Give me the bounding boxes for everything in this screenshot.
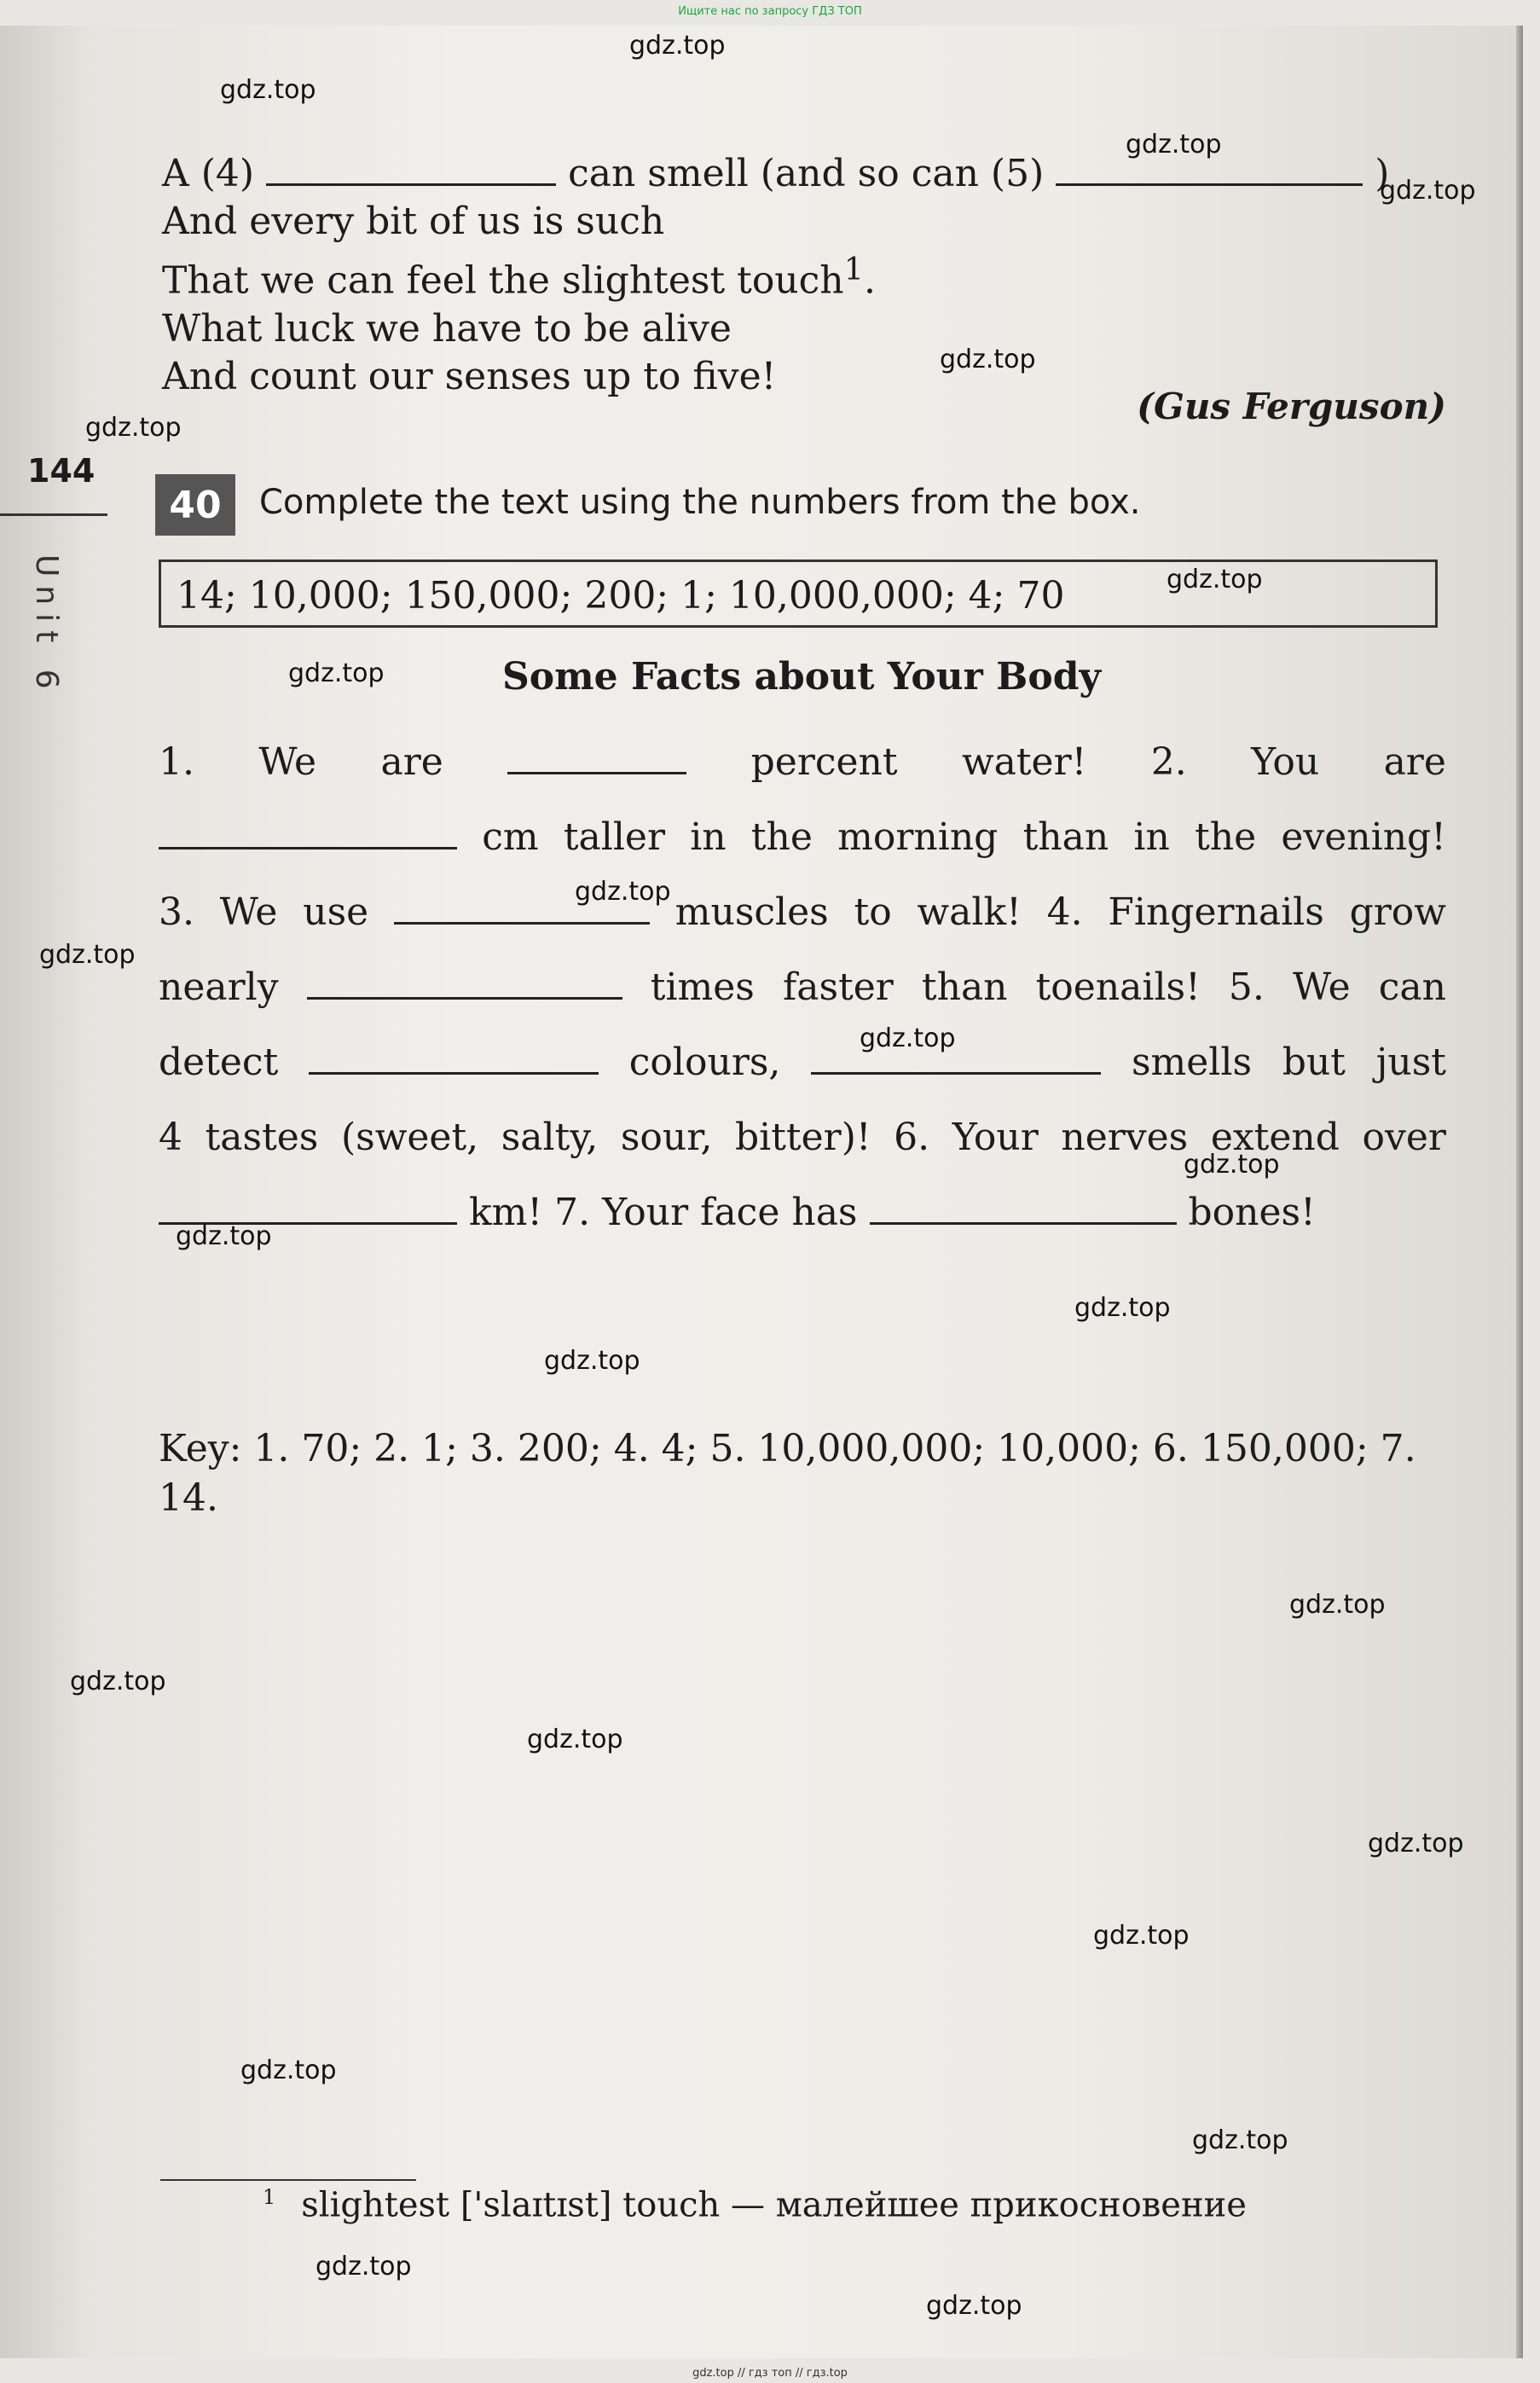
watermark: gdz.top xyxy=(527,1725,623,1754)
watermark: gdz.top xyxy=(70,1667,166,1696)
unit-label: Unit 6 xyxy=(29,554,64,698)
page-edge xyxy=(1516,26,1523,2358)
poem-line-1 xyxy=(162,150,1450,198)
fact-word: salty, xyxy=(501,1116,599,1159)
watermark: gdz.top xyxy=(240,2055,337,2085)
watermark: gdz.top xyxy=(1184,1150,1280,1180)
watermark: gdz.top xyxy=(85,413,182,443)
exercise-number: 40 xyxy=(155,474,235,536)
fact-word: nerves xyxy=(1061,1116,1189,1159)
fact-word: morning xyxy=(837,815,999,859)
fact-word: km! xyxy=(469,1191,543,1234)
poem-line-3-end: . xyxy=(863,258,876,303)
fact-line-3 xyxy=(159,875,1446,950)
answer-blank[interactable] xyxy=(811,1047,1101,1075)
fact-word: tastes xyxy=(205,1116,319,1159)
fact-word: grow xyxy=(1349,890,1446,934)
fact-word: detect xyxy=(159,1041,279,1084)
fact-word: We xyxy=(1292,965,1351,1009)
fact-word: colours, xyxy=(628,1041,781,1084)
fact-word: faster xyxy=(782,965,894,1009)
fact-line-1 xyxy=(159,725,1446,800)
fact-line-4 xyxy=(159,950,1446,1025)
watermark: gdz.top xyxy=(1167,565,1263,594)
fact-word: has xyxy=(791,1191,858,1234)
watermark: gdz.top xyxy=(1368,1829,1464,1858)
watermark: gdz.top xyxy=(1126,130,1222,159)
poem-line-5: And count our senses up to five! xyxy=(162,354,777,398)
fact-word: than xyxy=(1022,815,1109,859)
fact-word: extend xyxy=(1210,1116,1340,1159)
watermark: gdz.top xyxy=(544,1346,640,1376)
fact-word: but xyxy=(1282,1041,1346,1084)
poem xyxy=(162,150,1450,401)
page-rule xyxy=(0,513,107,516)
fact-word: can xyxy=(1378,965,1446,1009)
fact-word: the xyxy=(1195,815,1257,859)
fact-word: We xyxy=(258,740,317,784)
fact-word: than xyxy=(921,965,1008,1009)
watermark: gdz.top xyxy=(575,877,671,907)
fact-word: face xyxy=(700,1191,780,1234)
fact-word: 1. xyxy=(159,740,194,784)
answer-key: Key: 1. 70; 2. 1; 3. 200; 4. 4; 5. 10,000,000; 10,000; 6. 150,000; 7. 14. xyxy=(159,1427,1416,1520)
watermark: gdz.top xyxy=(39,940,136,970)
watermark: gdz.top xyxy=(1289,1590,1386,1620)
header-note[interactable]: Ищите нас по запросу ГДЗ ТОП xyxy=(678,5,862,18)
watermark: gdz.top xyxy=(316,2252,412,2282)
poem-line-3-text: That we can feel the slightest touch xyxy=(162,258,844,303)
answer-blank[interactable] xyxy=(507,746,686,774)
fact-word: 2. xyxy=(1150,740,1187,784)
fact-word: walk! xyxy=(917,890,1022,934)
fact-word: water! xyxy=(961,740,1087,784)
answer-blank[interactable] xyxy=(870,1197,1177,1225)
fact-word: over xyxy=(1362,1116,1446,1159)
footnote-number: 1 xyxy=(263,2185,276,2209)
fact-line-2 xyxy=(159,800,1446,875)
answer-blank[interactable] xyxy=(159,821,457,849)
watermark: gdz.top xyxy=(926,2291,1022,2321)
watermark: gdz.top xyxy=(940,345,1036,374)
fact-word: are xyxy=(380,740,443,784)
poem-line-1-middle: can smell (and so can (5) xyxy=(568,152,1045,195)
footnote-rule xyxy=(160,2179,416,2181)
poem-line-1-start: A (4) xyxy=(162,152,255,195)
fact-word: Fingernails xyxy=(1108,890,1324,934)
poem-line-4: What luck we have to be alive xyxy=(162,306,732,351)
fact-word: times xyxy=(650,965,755,1009)
watermark: gdz.top xyxy=(629,31,726,61)
fact-word: smells xyxy=(1131,1041,1253,1084)
blank-4 xyxy=(266,154,556,186)
fact-word: sour, xyxy=(620,1116,713,1159)
answer-blank[interactable] xyxy=(307,971,622,1000)
fact-word: the xyxy=(750,815,813,859)
fact-word: use xyxy=(303,890,369,934)
watermark: gdz.top xyxy=(1192,2125,1288,2155)
fact-line-5 xyxy=(159,1025,1446,1100)
fact-word: muscles xyxy=(674,890,829,934)
fact-word: cm xyxy=(482,815,539,859)
fact-word: are xyxy=(1383,740,1446,784)
fact-word: percent xyxy=(750,740,898,784)
fact-word: 4 xyxy=(159,1116,182,1159)
footnote xyxy=(263,2185,1247,2224)
watermark: gdz.top xyxy=(860,1023,956,1053)
watermark: gdz.top xyxy=(288,658,385,688)
fact-word: in xyxy=(690,815,727,859)
fact-word: Your xyxy=(952,1116,1039,1159)
fact-word: nearly xyxy=(159,965,279,1009)
fact-word: You xyxy=(1251,740,1320,784)
fact-word: 3. xyxy=(159,890,194,934)
fact-word: bitter)! xyxy=(735,1116,871,1159)
fact-word: Your xyxy=(602,1191,689,1234)
poem-line-2: And every bit of us is such xyxy=(162,200,665,243)
fact-word: evening! xyxy=(1281,815,1446,859)
watermark: gdz.top xyxy=(1380,176,1476,206)
fact-word: We xyxy=(219,890,278,934)
footnote-marker: 1 xyxy=(843,251,864,287)
fact-word: 6. xyxy=(894,1116,930,1159)
answer-blank[interactable] xyxy=(309,1047,599,1075)
number-box: 14; 10,000; 150,000; 200; 1; 10,000,000; 4; 70 xyxy=(159,560,1438,628)
poem-line-1-end: ) xyxy=(1375,152,1390,195)
fact-word: 4. xyxy=(1046,890,1083,934)
watermark: gdz.top xyxy=(176,1221,272,1251)
footer-note[interactable]: gdz.top // гдз топ // гдз.top xyxy=(692,2367,848,2380)
fact-word: 5. xyxy=(1228,965,1265,1009)
fact-word: taller xyxy=(563,815,665,859)
page-number: 144 xyxy=(27,452,96,490)
watermark: gdz.top xyxy=(220,75,316,105)
exercise-instruction: Complete the text using the numbers from the box. xyxy=(259,483,1141,522)
poem-author: (Gus Ferguson) xyxy=(1137,386,1446,427)
fact-line-7 xyxy=(159,1175,1446,1250)
footnote-text: slightest ['slaɪtɪst] touch — малейшее прикосновение xyxy=(301,2185,1247,2225)
fact-word: in xyxy=(1133,815,1170,859)
fact-word: just xyxy=(1375,1041,1446,1084)
watermark: gdz.top xyxy=(1074,1293,1171,1323)
fact-word: 7. xyxy=(554,1191,591,1234)
text-title: Some Facts about Your Body xyxy=(501,655,1102,699)
watermark: gdz.top xyxy=(1093,1921,1190,1951)
poem-line-3 xyxy=(162,246,1450,305)
fact-word: toenails! xyxy=(1035,965,1201,1009)
fact-word: to xyxy=(854,890,892,934)
fact-word: bones! xyxy=(1188,1191,1316,1234)
fact-word: (sweet, xyxy=(340,1116,479,1159)
